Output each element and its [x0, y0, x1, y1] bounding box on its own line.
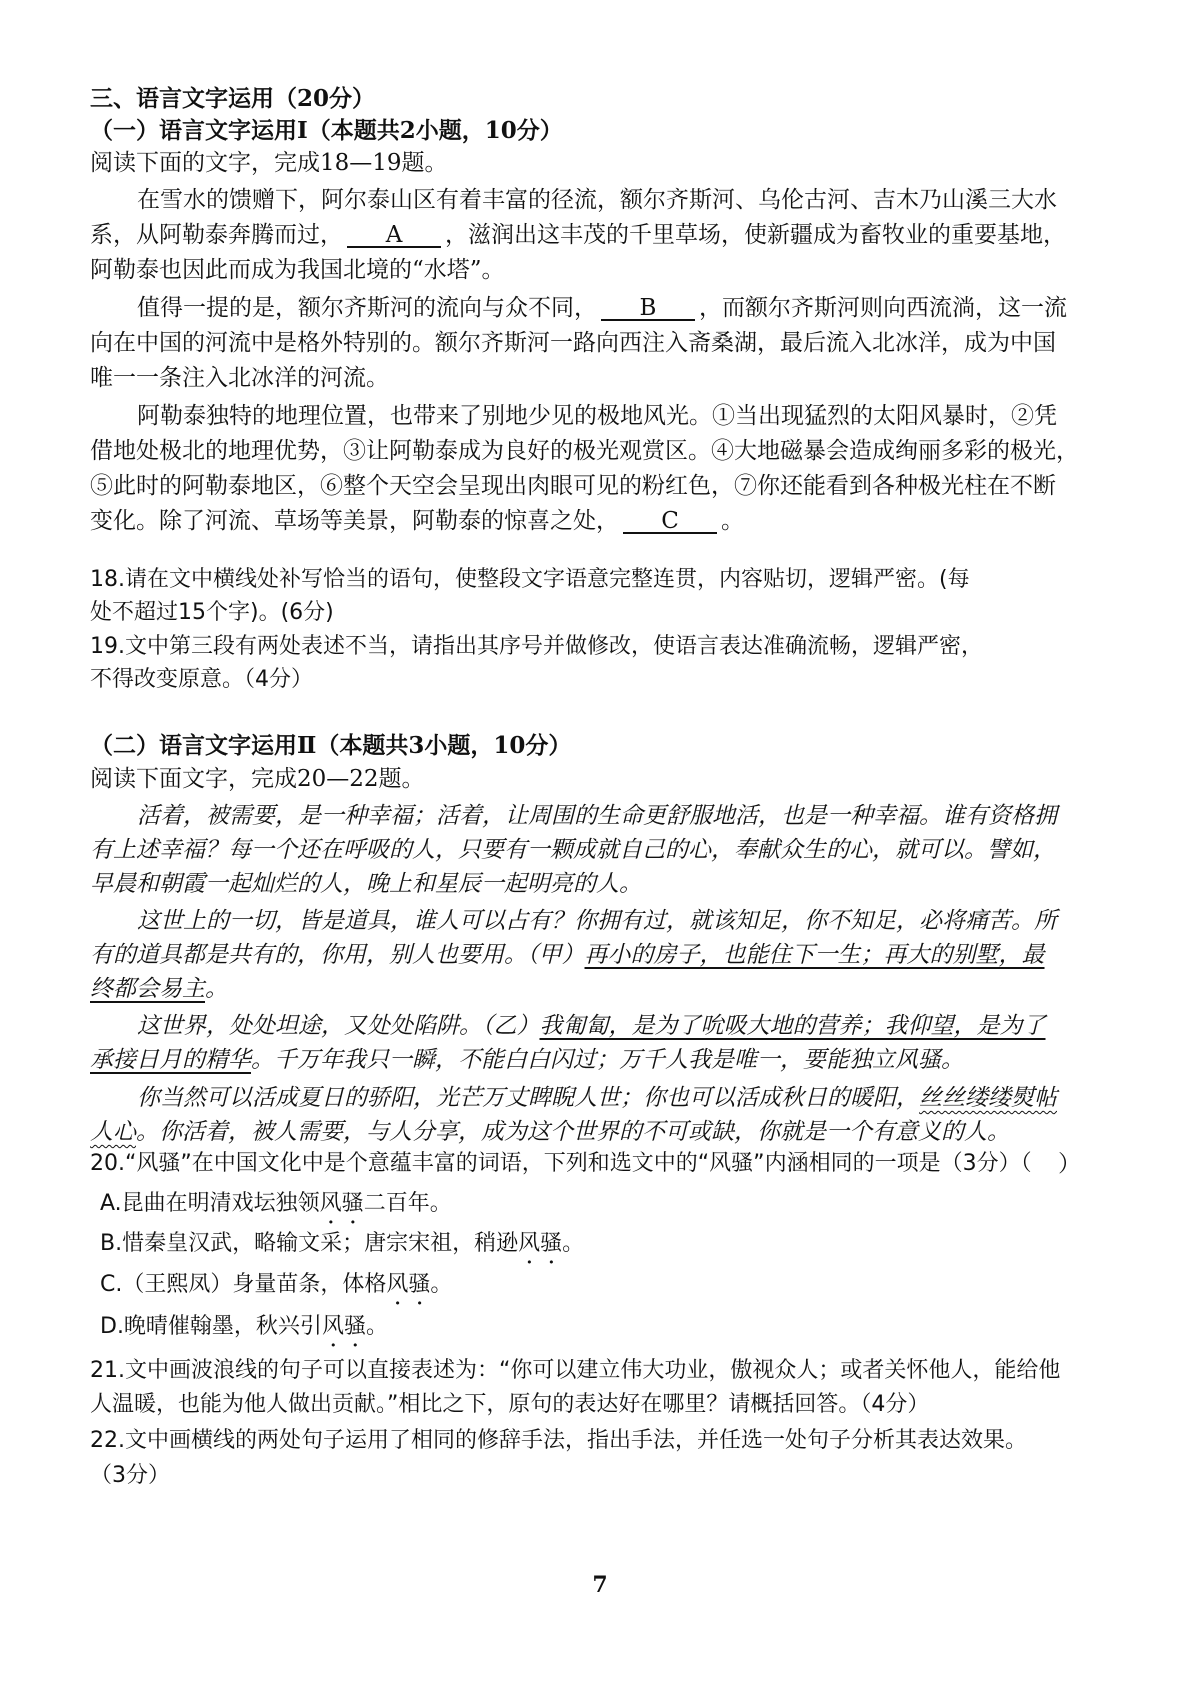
- question-20: 20.“风骚”在中国文化中是个意蕴丰富的词语，下列和选文中的“风骚”内涵相同的一项是（3分）（: [90, 1151, 1032, 1176]
- question-18: 18.请在文中横线处补写恰当的语句，使整段文字语意完整连贯，内容贴切，逻辑严密。(每: [90, 567, 970, 592]
- part2-passage-line: 活着，被需要，是一种幸福；活着，让周围的生命更舒服地活，也是一种幸福。谁有资格拥: [137, 803, 1057, 829]
- wavy-underlined-sentence: 丝丝缕缕熨帖: [919, 1085, 1057, 1111]
- underlined-sentence-jia: 再小的房子，也能住下一生；再大的别墅，最: [584, 942, 1045, 968]
- part1-passage-line: 阿勒泰独特的地理位置，也带来了别地少见的极地风光。①当出现猛烈的太阳风暴时，②凭: [137, 403, 1057, 429]
- question-18-cont: 处不超过15个字)。(6分): [90, 600, 334, 625]
- part2-passage-line: 早晨和朝霞一起灿烂的人，晚上和星辰一起明亮的人。: [90, 871, 642, 897]
- part1-passage-line: 系，从阿勒泰奔腾而过， A ，滋润出这丰茂的千里草场，使新疆成为畜牧业的重要基地，: [90, 222, 1066, 248]
- part1-instruction: 阅读下面的文字，完成18—19题。: [90, 150, 448, 176]
- part1-passage-line: 借地处极北的地理优势，③让阿勒泰成为良好的极光观赏区。④大地磁暴会造成绚丽多彩的极光，: [90, 438, 1079, 464]
- part1-passage-line: 向在中国的河流中是格外特别的。额尔齐斯河一路向西注入斋桑湖，最后流入北冰洋，成为中国: [90, 330, 1056, 356]
- part1-passage-line: ⑤此时的阿勒泰地区，⑥整个天空会呈现出肉眼可见的粉红色，⑦你还能看到各种极光柱在不断: [90, 473, 1056, 499]
- part2-passage-line: 有上述幸福？每一个还在呼吸的人，只要有一颗成就自己的心，奉献众生的心，就可以。譬如，: [90, 837, 1056, 863]
- part1-passage-line: 唯一一条注入北冰洋的河流。: [90, 365, 389, 391]
- part2-passage-line: 这世上的一切，皆是道具，谁人可以占有？你拥有过，就该知足，你不知足，必将痛苦。所: [137, 908, 1057, 934]
- page-number: 7: [592, 1572, 608, 1598]
- question-22: 22.文中画横线的两处句子运用了相同的修辞手法，指出手法，并任选一处句子分析其表达效果。: [90, 1428, 1027, 1453]
- option-a: A.昆曲在明清戏坛独领风骚二百年。: [100, 1191, 452, 1216]
- part2-header: （二）语言文字运用Ⅱ（本题共3小题，10分）: [90, 732, 572, 759]
- question-21: 21.文中画波浪线的句子可以直接表述为：“你可以建立伟大功业，傲视众人；或者关怀他人，能给他: [90, 1358, 1061, 1383]
- part1-passage-line: 变化。除了河流、草场等美景，阿勒泰的惊喜之处， C 。: [90, 508, 744, 534]
- question-19-cont: 不得改变原意。（4分）: [90, 667, 313, 692]
- part1-passage-line: 在雪水的馈赠下，阿尔泰山区有着丰富的径流，额尔齐斯河、乌伦古河、吉木乃山溪三大水: [137, 187, 1057, 213]
- blank-a: A: [347, 224, 441, 248]
- blank-b: B: [601, 297, 695, 321]
- option-b: B.惜秦皇汉武，略输文采；唐宗宋祖，稍逊风骚。: [100, 1231, 585, 1256]
- option-c: C.（王熙凤）身量苗条，体格风骚。: [100, 1272, 453, 1297]
- part2-passage-line: 人心。你活着，被人需要，与人分享，成为这个世界的不可或缺，你就是一个有意义的人。: [90, 1119, 1010, 1145]
- part2-passage-line: 承接日月的精华。千万年我只一瞬，不能白白闪过；万千人我是唯一，要能独立风骚。: [90, 1047, 964, 1073]
- part1-passage-line: 值得一提的是，额尔齐斯河的流向与众不同， B ，而额尔齐斯河则向西流淌，这一流: [137, 295, 1067, 321]
- part2-instruction: 阅读下面文字，完成20—22题。: [90, 766, 425, 792]
- answer-paren-close: ）: [1058, 1151, 1081, 1177]
- question-22-cont: （3分）: [90, 1463, 170, 1488]
- question-21-cont: 人温暖，也能为他人做出贡献。”相比之下，原句的表达好在哪里？请概括回答。（4分）: [90, 1392, 930, 1417]
- underlined-sentence-yi: 我匍匐，是为了吮吸大地的营养；我仰望，是为了: [539, 1013, 1046, 1039]
- part1-passage-line: 阿勒泰也因此而成为我国北境的“水塔”。: [90, 257, 505, 283]
- part2-passage-line: 终都会易主。: [90, 976, 228, 1002]
- question-19: 19.文中第三段有两处表述不当，请指出其序号并做修改，使语言表达准确流畅，逻辑严密，: [90, 634, 983, 659]
- part1-header: （一）语言文字运用Ⅰ（本题共2小题，10分）: [90, 117, 563, 144]
- wavy-underlined-sentence-cont: 人心: [90, 1119, 136, 1145]
- section-title: 三、语言文字运用（20分）: [90, 85, 376, 112]
- underlined-sentence-yi-cont: 承接日月的精华: [90, 1047, 251, 1073]
- blank-c: C: [623, 510, 717, 534]
- part2-passage-line: 你当然可以活成夏日的骄阳，光芒万丈睥睨人世；你也可以活成秋日的暖阳，丝丝缕缕熨帖: [137, 1085, 1057, 1111]
- part2-passage-line: 有的道具都是共有的，你用，别人也要用。（甲）再小的房子，也能住下一生；再大的别墅，最: [90, 942, 1045, 968]
- option-d: D.晚晴催翰墨，秋兴引风骚。: [100, 1314, 388, 1339]
- underlined-sentence-jia-cont: 终都会易主: [90, 976, 205, 1002]
- part2-passage-line: 这世界，处处坦途，又处处陷阱。（乙）我匍匐，是为了吮吸大地的营养；我仰望，是为了: [137, 1013, 1046, 1039]
